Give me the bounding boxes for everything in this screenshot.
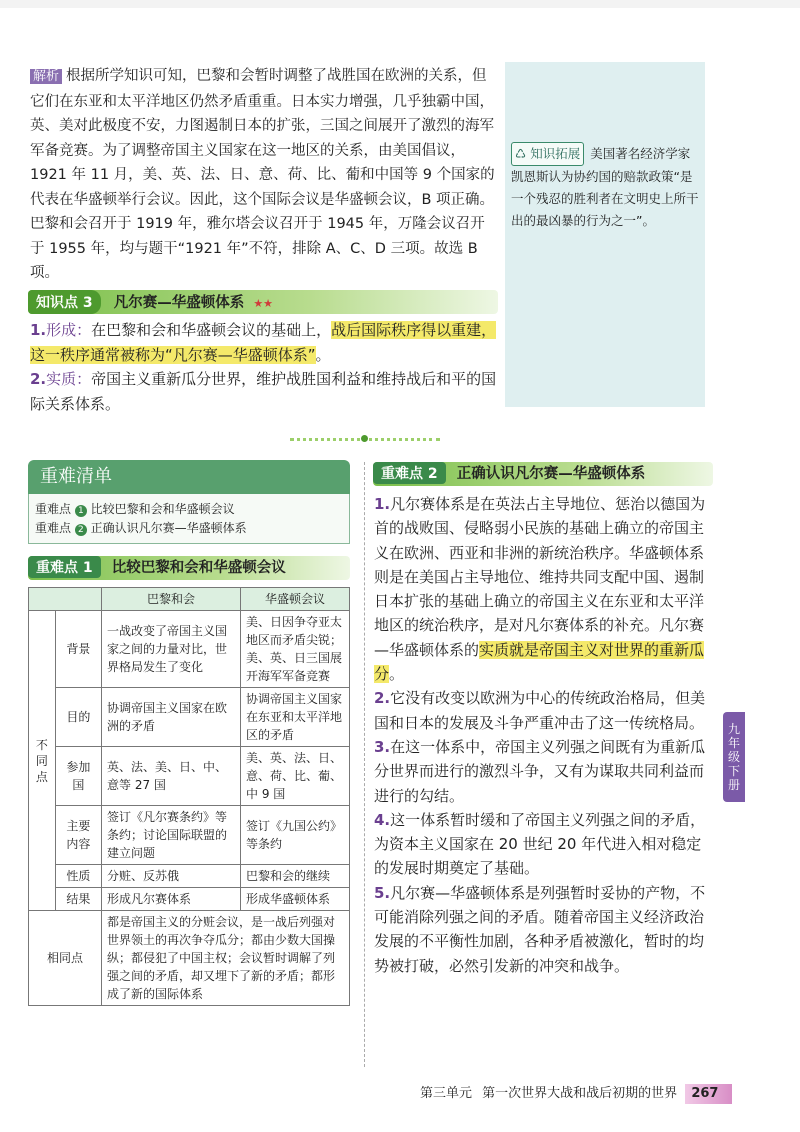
table-col-header: 巴黎和会: [102, 588, 241, 611]
qingdan-item-num: 1: [75, 505, 87, 517]
kp3-tag: 知识点 3: [28, 290, 101, 314]
zd2-item: [374, 686, 712, 735]
table-cell: 美、英、法、日、意、荷、比、葡、中 9 国: [241, 747, 350, 806]
table-cell: 巴黎和会的继续: [241, 865, 350, 888]
zd2-item-num: 3.: [374, 737, 391, 756]
zd2-item: [374, 735, 712, 808]
analysis-tag: 解析: [30, 69, 62, 84]
qingdan-item-text: 比较巴黎和会和华盛顿会议: [90, 502, 235, 516]
knowledge-text: 美国著名经济学家凯恩斯认为协约国的赔款政策“是一个残忍的胜利者在文明史上所干出的最凶暴的行为之一”。: [511, 146, 699, 228]
grade-side-tab: 九年级下册: [723, 712, 745, 802]
kp3-body: [30, 318, 498, 416]
zd2-title: 正确认识凡尔赛—华盛顿体系: [456, 466, 646, 482]
qingdan-title: 重难清单: [40, 466, 112, 487]
knowledge-badge-label: 知识拓展: [530, 146, 581, 161]
zd1-title: 比较巴黎和会和华盛顿会议: [111, 560, 286, 576]
kp3-item-1: [30, 318, 498, 367]
kp3-item-2: [30, 367, 498, 416]
zd2-item-1-highlight: 实质就是帝国主义对世界的重新瓜分: [374, 640, 705, 684]
qingdan-item-1: [35, 500, 343, 519]
zd2-item-text: 凡尔赛—华盛顿体系是列强暂时妥协的产物，不可能消除列强之间的矛盾。随着帝国主义经济政治发展的不平衡性加剧，各种矛盾被激化，暂时的均势被打破，必然引发新的冲突和战争。: [374, 883, 706, 975]
qingdan-item-num: 2: [75, 524, 87, 536]
row-label: 结果: [55, 888, 101, 911]
zd2-item-text: 凡尔赛体系是在英法占主导地位、惩治以德国为首的战败国、侵略弱小民族的基础上确立的帝国主义在欧洲、西亚和非洲的新统治秩序。华盛顿体系则是在美国占主导地位、维持共同支配中国、遏制日本扩张的基础上确立的帝国主义在东亚和太平洋地区的统治秩序，是对凡尔赛体系的补充。凡尔赛—华盛顿体系的: [374, 495, 706, 659]
row-label: 主要内容: [55, 806, 101, 865]
zd1-header: [28, 556, 350, 580]
zd2-item-text: 它没有改变以欧洲为中心的传统政治格局，但美国和日本的发展及斗争严重冲击了这一传统格局。: [374, 689, 706, 732]
table-cell: 分赃、反苏俄: [102, 865, 241, 888]
knowledge-card: [505, 62, 705, 407]
table-row: [29, 865, 350, 888]
lightbulb-icon: ♺: [515, 146, 527, 161]
knowledge-card-content: [511, 142, 701, 232]
table-row: [29, 911, 350, 1006]
column-divider: [364, 462, 365, 1067]
kp3-header: [28, 290, 498, 314]
qingdan-item-text: 正确认识凡尔赛—华盛顿体系: [90, 521, 247, 535]
zd2-item-num: 2.: [374, 689, 391, 708]
table-header-row: [29, 588, 350, 611]
table-cell: 英、法、美、日、中、意等 27 国: [102, 747, 241, 806]
zd2-tag: 重难点 2: [373, 462, 446, 484]
page-number: 267: [685, 1084, 732, 1104]
qingdan-item-label: 重难点: [35, 502, 72, 516]
knowledge-badge: [511, 142, 584, 166]
table-row: [29, 806, 350, 865]
qingdan-item-2: [35, 519, 343, 538]
kp3-item-1-label: 形成：: [46, 321, 92, 339]
analysis-paragraph: [30, 64, 495, 286]
kp3-item-1-text: 在巴黎和会和华盛顿会议的基础上，: [91, 321, 332, 339]
table-cell: 形成华盛顿体系: [241, 888, 350, 911]
kp3-item-2-label: 实质：: [46, 370, 92, 388]
kp3-item-1-highlight: 战后国际秩序得以重建，这一秩序通常被称为“凡尔赛—华盛顿体系”: [30, 321, 497, 364]
zd2-item-1: [374, 492, 712, 686]
difficulty-stars-icon: ★★: [253, 297, 274, 310]
zd2-item: [374, 881, 712, 978]
row-label: 背景: [55, 611, 101, 688]
row-label: 性质: [55, 865, 101, 888]
footer-unit: 第三单元: [420, 1086, 473, 1101]
zd2-header: [373, 462, 713, 486]
zd1-tag: 重难点 1: [28, 556, 101, 578]
table-cell: 签订《九国公约》等条约: [241, 806, 350, 865]
table-corner: [29, 588, 102, 611]
table-cell: 协调帝国主义国家在东亚和太平洋地区的矛盾: [241, 688, 350, 747]
table-row: [29, 688, 350, 747]
table-row: [29, 747, 350, 806]
zd2-body: [374, 492, 712, 978]
kp3-item-2-num: 2.: [30, 370, 47, 388]
table-cell: 签订《凡尔赛条约》等条约；讨论国际联盟的建立问题: [102, 806, 241, 865]
table-cell: 美、日因争夺亚太地区而矛盾尖锐；美、英、日三国展开海军军备竞赛: [241, 611, 350, 688]
zd2-item-1-end: 。: [389, 665, 405, 684]
kp3-item-1-end: 。: [315, 345, 331, 364]
table-cell-same: 都是帝国主义的分赃会议，是一战后列强对世界领土的再次争夺瓜分；都由少数大国操纵；都侵犯了中国主权；会议暂时调解了列强之间的矛盾，却又埋下了新的矛盾；都形成了新的国际体系: [102, 911, 350, 1006]
table-col-header: 华盛顿会议: [241, 588, 350, 611]
page-footer: [420, 1084, 740, 1104]
group-label-diff: 不同点: [29, 611, 56, 911]
zd2-item-num: 5.: [374, 883, 391, 902]
kp3-title: 凡尔赛—华盛顿体系: [113, 295, 245, 311]
qingdan-list: [28, 494, 350, 544]
zd2-item-num: 1.: [374, 495, 391, 513]
zd2-item-num: 4.: [374, 810, 391, 829]
table-cell: 一战改变了帝国主义国家之间的力量对比，世界格局发生了变化: [102, 611, 241, 688]
divider-dot: [361, 435, 368, 442]
table-row: [29, 611, 350, 688]
row-label: 目的: [55, 688, 101, 747]
table-cell: 协调帝国主义国家在欧洲的矛盾: [102, 688, 241, 747]
analysis-text: 根据所学知识可知，巴黎和会暂时调整了战胜国在欧洲的关系，但它们在东亚和太平洋地区仍然矛盾重重。日本实力增强，几乎独霸中国，英、美对此极度不安，力图遏制日本的扩张，三国之间展开了激烈的海军军备竞赛。为了调整帝国主义国家在这一地区的关系，由美国倡议，1921 年 11 月，美、英、法、日、意、荷、比、葡和中国等 9 个国家的代表在华盛顿举行会议。因此，这个国际会议是华盛顿会议，B 项正确。巴黎和会召开于 1919 年，雅尔塔会议召开于 1945 年，万隆会议召开于 1955 年，均与题干“1921 年”不符，排除 A、C、D 三项。故选 B 项。: [30, 68, 495, 281]
page-top-edge: [0, 0, 800, 8]
zd2-item-text: 在这一体系中，帝国主义列强之间既有为重新瓜分世界而进行的激烈斗争，又有为谋取共同利益而进行的勾结。: [374, 737, 706, 805]
qingdan-header: [28, 460, 350, 494]
table-cell: 形成凡尔赛体系: [102, 888, 241, 911]
table-row: [29, 888, 350, 911]
kp3-item-2-text: 帝国主义重新瓜分世界，维护战胜国利益和维持战后和平的国际关系体系。: [30, 370, 497, 413]
kp3-item-1-num: 1.: [30, 321, 47, 339]
qingdan-item-label: 重难点: [35, 521, 72, 535]
zd2-item: [374, 808, 712, 881]
footer-chapter: 第一次世界大战和战后初期的世界: [482, 1086, 678, 1101]
row-label-same: 相同点: [29, 911, 102, 1006]
row-label: 参加国: [55, 747, 101, 806]
comparison-table: [28, 587, 350, 1006]
zd2-item-text: 这一体系暂时缓和了帝国主义列强之间的矛盾，为资本主义国家在 20 世纪 20 年代进入相对稳定的发展时期奠定了基础。: [374, 810, 706, 878]
